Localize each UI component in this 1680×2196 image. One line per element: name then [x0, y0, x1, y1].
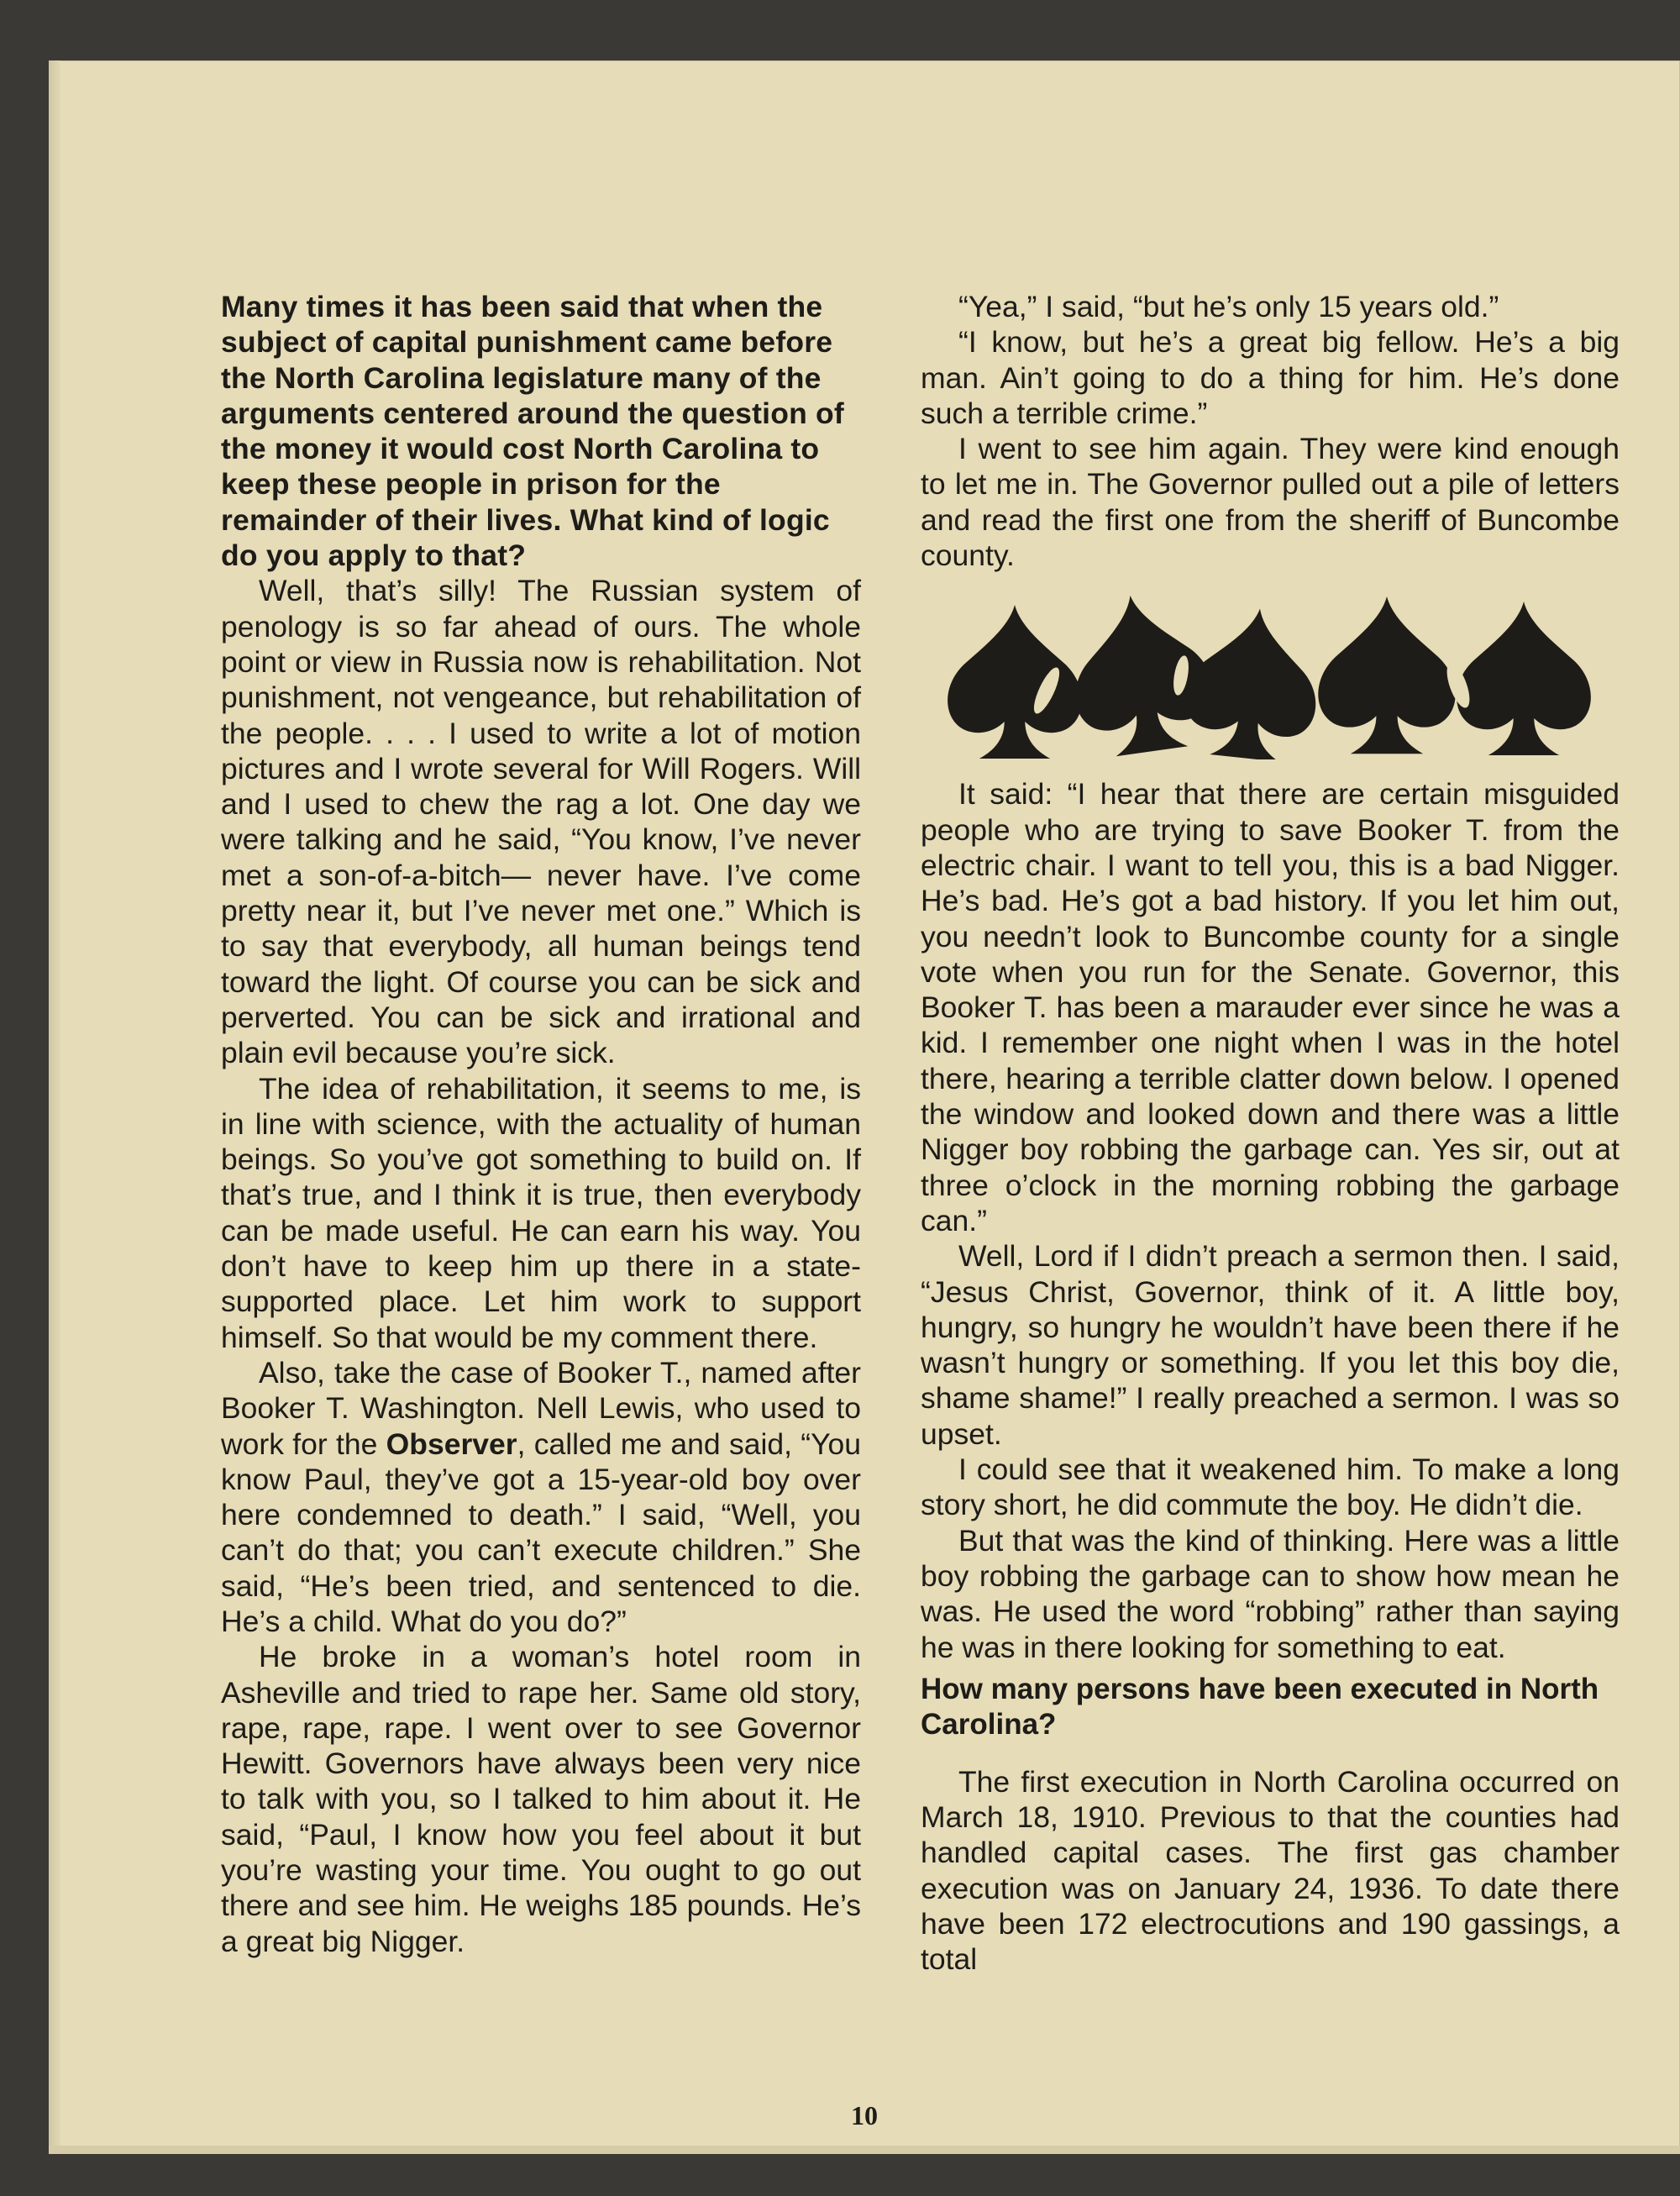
commute-paragraph: I could see that it weakened him. To make a long story short, he did commute the boy. He didn’t die. — [921, 1453, 1620, 1522]
interview-question-2: How many persons have been executed in North Carolina? — [921, 1672, 1599, 1741]
answer-paragraph-2: The idea of rehabilitation, it seems to me, is in line with science, with the actuality of human beings. So you’ve got something to build on. If that’s true, and I think it is true, then everybody can be made useful. He can earn his way. You don’t have to keep him up there in a state-supported place. Let him work to support himself. So that would be my comment there. — [221, 1071, 861, 1354]
dialogue-paragraph-1: “Yea,” I said, “but he’s only 15 years old.” — [958, 290, 1499, 323]
interview-question-1: Many times it has been said that when the subject of capital punishment came before the North Carolina legislature many of the arguments centered around the question of the money it would cost North Carolina to keep these people in prison for the remainder of their lives. What kind of logic do you apply to that? — [221, 290, 844, 573]
executions-paragraph: The first execution in North Carolina occurred on March 18, 1910. Previous to that the counties had handled capital cases. The first gas chamber execution was on January 24, 1936. To date there have been 172 electrocutions and 190 gassings, a total — [921, 1764, 1620, 1977]
answer-paragraph-4: He broke in a woman’s hotel room in Asheville and tried to rape her. Same old story, rape, rape, rape. I went over to see Governor Hewitt. Governors have always been very nice to talk with you, so I talked to him about it. He said, “Paul, I know how you feel about it but you’re wasting your time. You ought to go out there and see him. He weighs 185 pounds. He’s a great big Nigger. — [221, 1640, 861, 1958]
spade-icon — [1457, 602, 1591, 755]
newspaper-name-observer: Observer — [386, 1426, 517, 1461]
sermon-paragraph: Well, Lord if I didn’t preach a sermon then. I said, “Jesus Christ, Governor, think of it. A little boy, hungry, so hungry he wouldn’t have been there if he wasn’t hungry or something. If you let this boy die, shame shame!” I really preached a sermon. I was so upset. — [921, 1239, 1620, 1451]
page-binding-edge — [49, 60, 60, 2154]
spade-icon — [948, 605, 1082, 759]
answer-paragraph-1: Well, that’s silly! The Russian system of penology is so far ahead of ours. The whole point or view in Russia now is rehabilitation. Not punishment, not vengeance, but rehabilitation of the people. . . . I used to write a lot of motion pictures and I wrote several for Will Rogers. Will and I used to chew the rag a lot. One day we were talking and he said, “You know, I’ve never met a son-of-a-bitch— never have. I’ve come pretty near it, but I’ve never met one.” Which is to say that everybody, all human beings tend toward the light. Of course you can be sick and perverted. You can be sick and irrational and plain evil because you’re sick. — [221, 574, 861, 1070]
magazine-page — [49, 60, 1680, 2154]
spade-icon — [1318, 596, 1455, 754]
thinking-paragraph: But that was the kind of thinking. Here was a little boy robbing the garbage can to show how mean he was. He used the word “robbing” rather than saying he was in there looking for something to eat. — [921, 1523, 1620, 1664]
dialogue-paragraph-3: I went to see him again. They were kind enough to let me in. The Governor pulled out a pile of letters and read the first one from the sheriff of Buncombe county. — [921, 432, 1620, 573]
answer-paragraph-3 — [221, 1355, 861, 1639]
spades-ornament — [921, 591, 1620, 759]
paragraph-text: , called me and said, “You know Paul, they’ve got a 15-year-old boy over here condemned to death.” I said, “Well, you can’t do that; you can’t execute children.” She said, “He’s been tried, and sentenced to die. He’s a child. What do you do?” — [221, 1426, 861, 1638]
right-column — [921, 289, 1620, 1978]
spade-icon — [1179, 602, 1326, 760]
paragraph-text: Also, take the case of Booker T., named after Booker T. Washington. Nell Lewis, who used to work for the — [221, 1355, 861, 1461]
page-number: 10 — [851, 2100, 878, 2130]
page-bottom-edge — [49, 2146, 1680, 2154]
left-column — [221, 289, 861, 1959]
sheriff-letter-paragraph: It said: “I hear that there are certain misguided people who are trying to save Booker T. from the electric chair. I want to tell you, this is a bad Nigger. He’s bad. He’s got a bad history. If you let him out, you needn’t look to Buncombe county for a single vote when you run for the Senate. Governor, this Booker T. has been a marauder ever since he was a kid. I remember one night when I was in the hotel there, hearing a terrible clatter down below. I opened the window and looked down and there was a little Nigger boy robbing the garbage can. Yes sir, out at three o’clock in the morning robbing the garbage can.” — [921, 777, 1620, 1237]
dialogue-paragraph-2: “I know, but he’s a great big fellow. He’s a big man. Ain’t going to do a thing for him. He’s done such a terrible crime.” — [921, 325, 1620, 430]
